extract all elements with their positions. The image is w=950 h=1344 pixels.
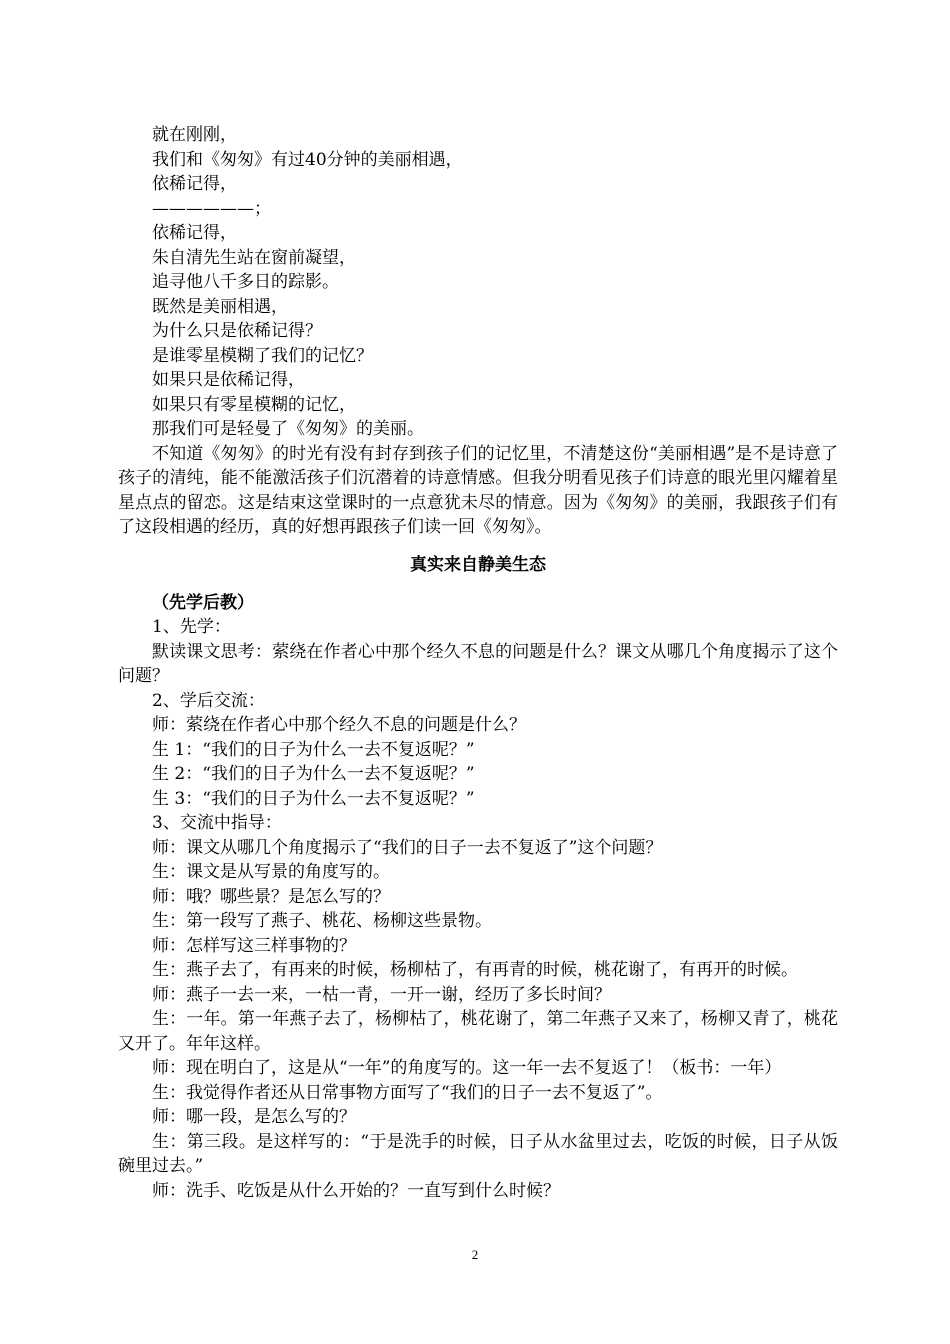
dialogue-line: 师：萦绕在作者心中那个经久不息的问题是什么？ xyxy=(152,715,526,735)
dialogue-line: 师：哦？哪些景？是怎么写的？ xyxy=(152,886,390,907)
step-label: 3、交流中指导： xyxy=(152,813,282,833)
step-label: 1、先学： xyxy=(152,617,231,637)
poem-line: 依稀记得， xyxy=(152,223,237,243)
section-title: 真实来自静美生态 xyxy=(410,554,546,575)
dialogue-line: 生：燕子去了，有再来的时候，杨柳枯了，有再青的时候，桃花谢了，有再开的时候。 xyxy=(152,960,798,980)
dialogue-line: 师：哪一段，是怎么写的？ xyxy=(152,1107,356,1127)
dialogue-line: 生 1：“我们的日子为什么一去不复返呢？” xyxy=(152,739,475,760)
page-content xyxy=(118,123,838,1203)
poem-line: 追寻他八千多日的踪影。 xyxy=(152,272,339,292)
dialogue-line: 生：课文是从写景的角度写的。 xyxy=(152,862,390,882)
poem-line: 我们和《匆匆》有过40分钟的美丽相遇， xyxy=(152,149,463,170)
dialogue-line: 师：洗手、吃饭是从什么开始的？一直写到什么时候？ xyxy=(152,1180,560,1201)
dialogue-line: 生：第一段写了燕子、桃花、杨柳这些景物。 xyxy=(152,911,492,931)
poem-line: ——————； xyxy=(152,198,271,219)
poem xyxy=(118,123,838,442)
dialogue-paragraph: 生：一年。第一年燕子去了，杨柳枯了，桃花谢了，第二年燕子又来了，杨柳又青了，桃花又开了。年年这样。 xyxy=(118,1009,838,1054)
dialogue-line: 生 3：“我们的日子为什么一去不复返呢？” xyxy=(152,788,475,809)
task-paragraph: 默读课文思考：萦绕在作者心中那个经久不息的问题是什么？课文从哪几个角度揭示了这个问题？ xyxy=(118,641,838,686)
poem-line: 就在刚刚， xyxy=(152,125,237,145)
page-number: 2 xyxy=(471,1247,479,1262)
poem-line: 那我们可是轻曼了《匆匆》的美丽。 xyxy=(152,419,424,439)
dialogue-line: 师：现在明白了，这是从“一年”的角度写的。这一年一去不复返了！（板书：一年） xyxy=(152,1058,782,1078)
subsection-title: （先学后教） xyxy=(152,592,254,613)
poem-line: 依稀记得， xyxy=(152,174,237,194)
dialogue-line: 生 2：“我们的日子为什么一去不复返呢？” xyxy=(152,764,475,784)
poem-line: 如果只有零星模糊的记忆， xyxy=(152,394,356,415)
poem-line: 为什么只是依稀记得？ xyxy=(152,321,322,341)
dialogue-paragraph: 生：第三段。是这样写的：“于是洗手的时候，日子从水盆里过去，吃饭的时候，日子从饭碗里过去。” xyxy=(118,1131,838,1176)
dialogue-line: 生：我觉得作者还从日常事物方面写了“我们的日子一去不复返了”。 xyxy=(152,1082,663,1103)
poem-line: 朱自清先生站在窗前凝望， xyxy=(152,247,356,268)
poem-line: 如果只是依稀记得， xyxy=(152,370,305,390)
poem-line: 是谁零星模糊了我们的记忆？ xyxy=(152,345,373,366)
dialogue-line: 师：燕子一去一来，一枯一青，一开一谢，经历了多长时间？ xyxy=(152,984,611,1005)
reflection-paragraph: 不知道《匆匆》的时光有没有封存到孩子们的记忆里，不清楚这份“美丽相遇”是不是诗意了孩子的清纯，能不能激活孩子们沉潜着的诗意情感。但我分明看见孩子们诗意的眼光里闪耀着星星点点的留恋。这是结束这堂课时的一点意犹未尽的情意。因为《匆匆》的美丽，我跟孩子们有了这段相遇的经历，真的好想再跟孩子们读一回《匆匆》。 xyxy=(118,443,838,537)
poem-line: 既然是美丽相遇， xyxy=(152,296,288,317)
dialogue-line: 师：课文从哪几个角度揭示了“我们的日子一去不复返了”这个问题？ xyxy=(152,837,663,858)
step-label: 2、学后交流： xyxy=(152,690,265,711)
dialogue-line: 师：怎样写这三样事物的？ xyxy=(152,935,356,956)
